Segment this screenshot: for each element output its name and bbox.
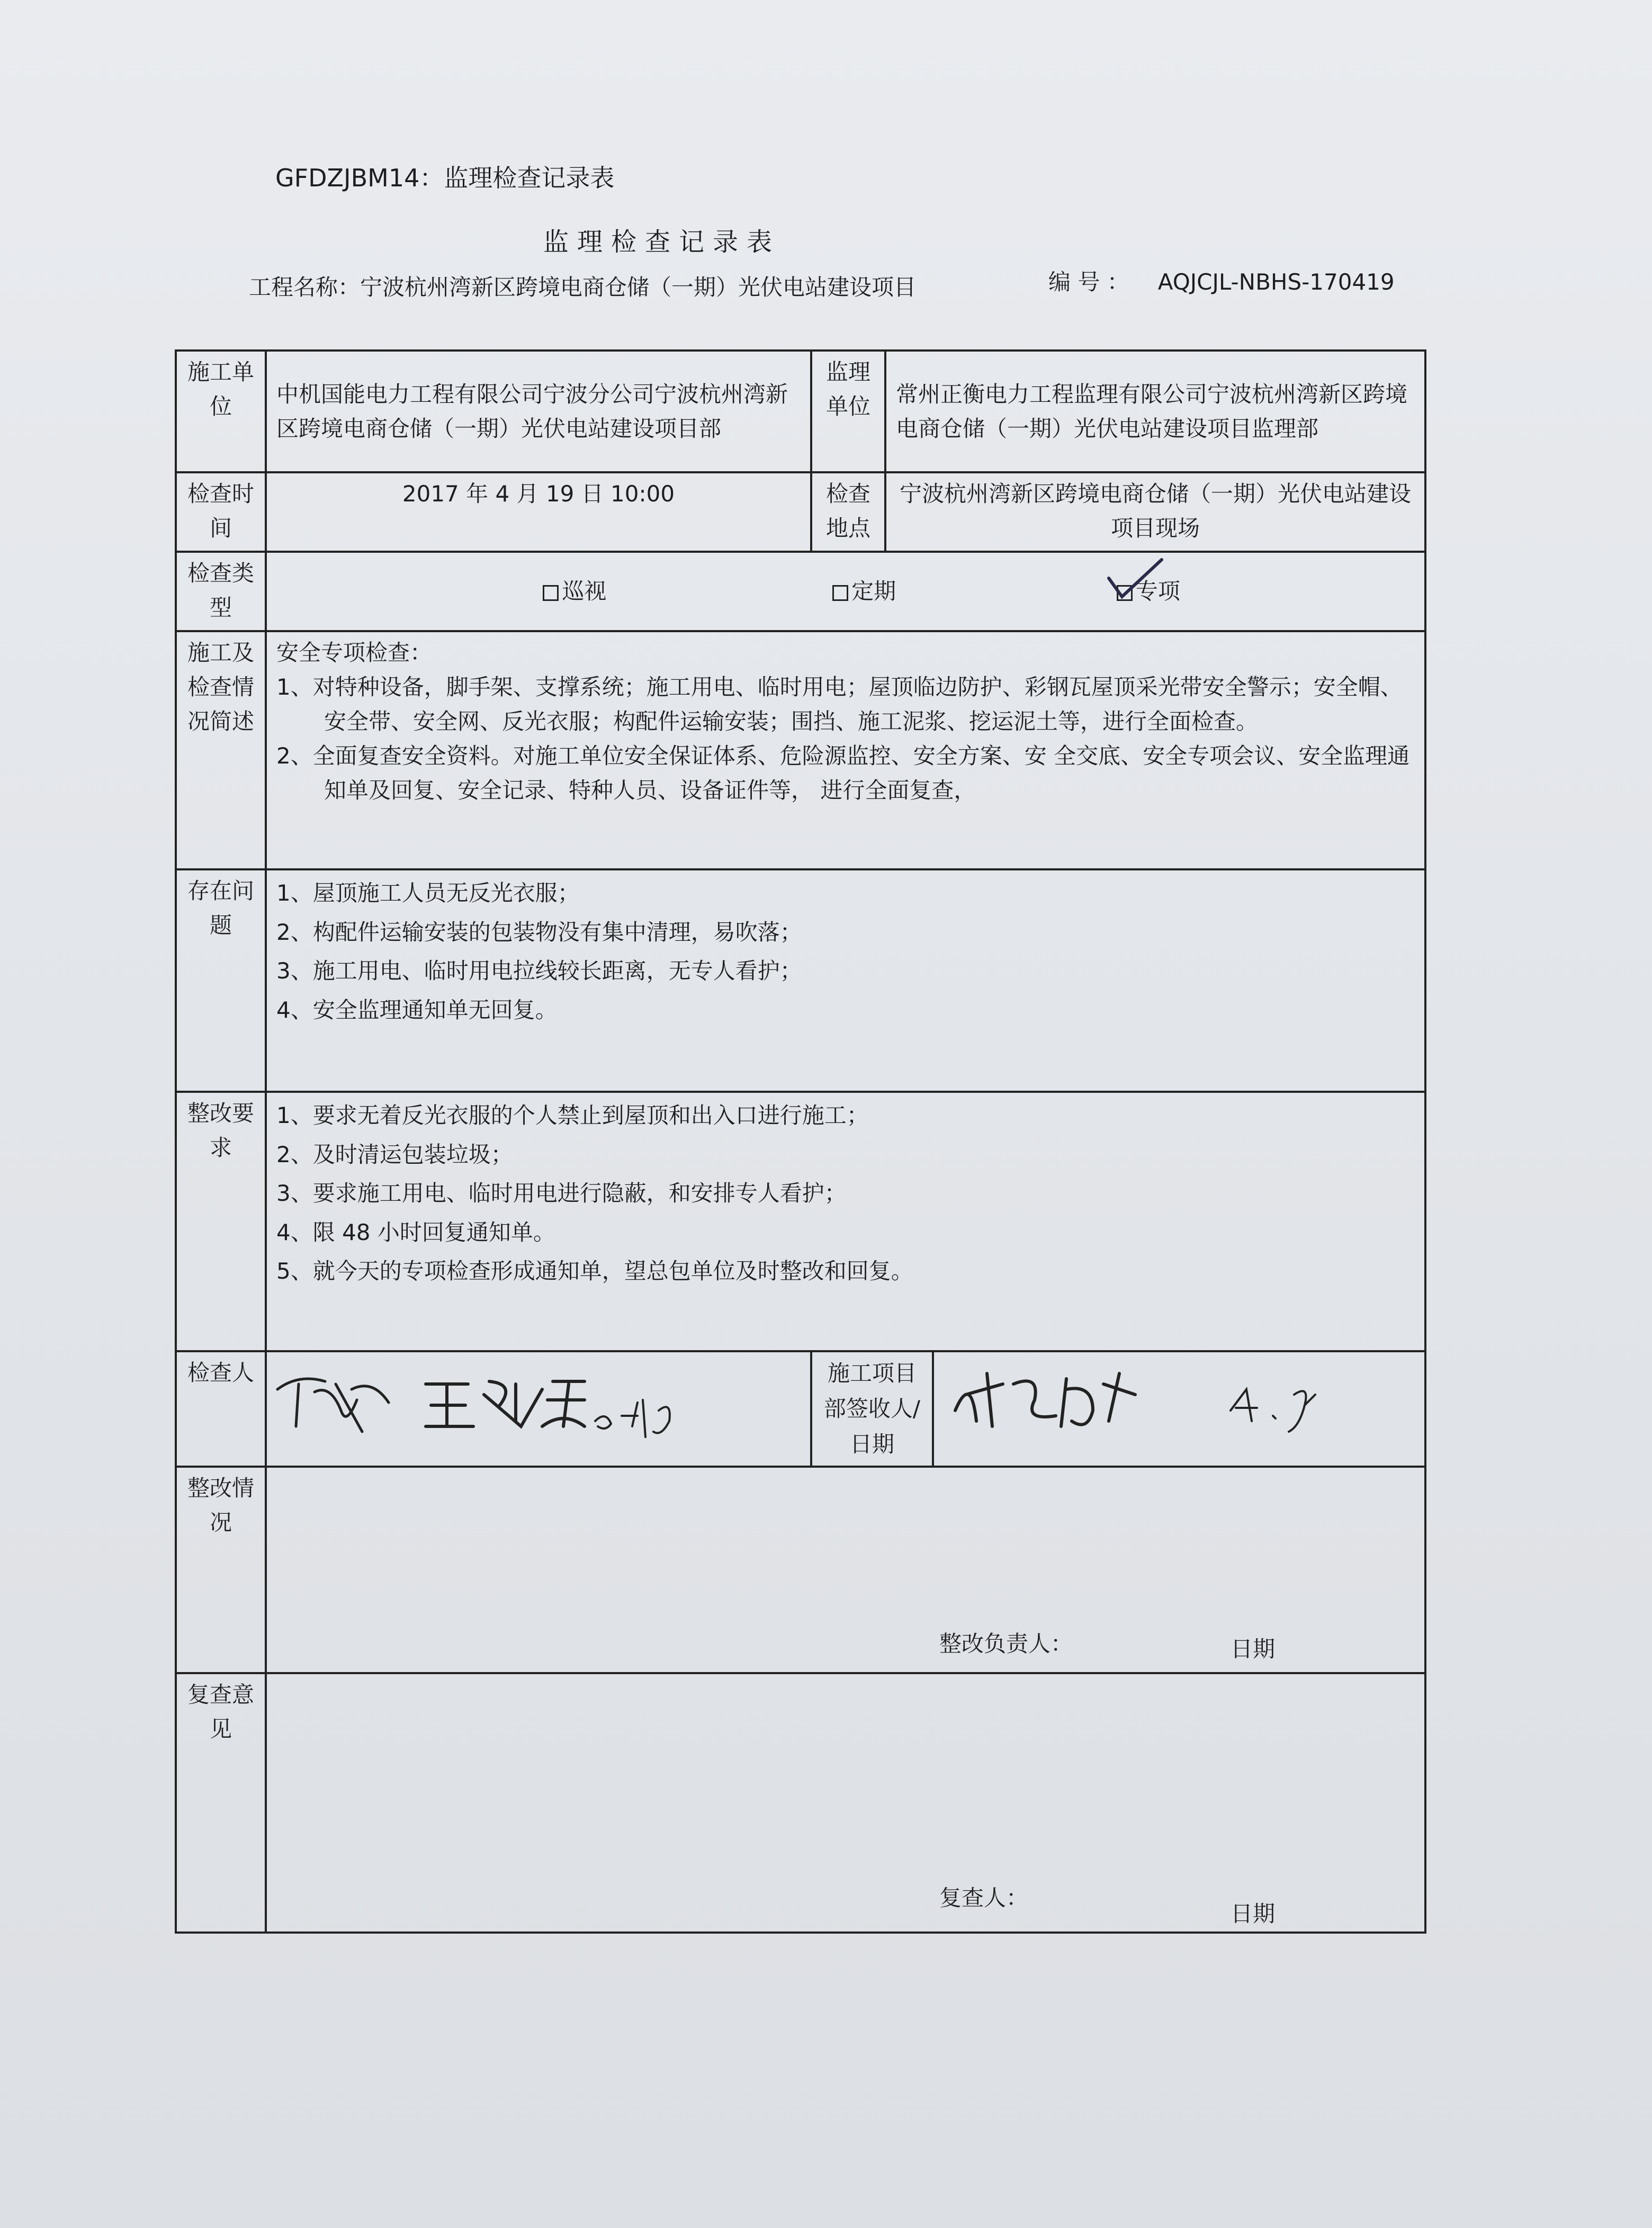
type-option-special[interactable]: 专项 — [1117, 578, 1180, 604]
requirement-item: 4、限 48 小时回复通知单。 — [276, 1219, 555, 1245]
rectification-content — [266, 1467, 1425, 1673]
requirement-item: 5、就今天的专项检查形成通知单，望总包单位及时整改和回复。 — [276, 1258, 913, 1284]
requirements-label: 整改要求 — [176, 1092, 266, 1351]
number-label: 编 号 ： — [1048, 269, 1129, 295]
row-requirements — [176, 1092, 1425, 1351]
inspector-signature — [267, 1352, 690, 1442]
requirement-item: 3、要求施工用电、临时用电进行隐蔽，和安排专人看护； — [276, 1180, 847, 1206]
type-option-regular[interactable]: 定期 — [832, 578, 896, 604]
location-value: 宁波杭州湾新区跨境电商仓储（一期）光伏电站建设项目现场 — [885, 472, 1425, 552]
situation-item: 2、全面复查安全资料。对施工单位安全保证体系、危险源监控、安全方案、安 全交底、安全专项会议、安全监理通知单及回复、安全记录、特种人员、设备证件等， 进行全面复查， — [276, 743, 1410, 804]
row-review — [176, 1673, 1425, 1933]
requirement-item: 2、及时清运包装垃圾； — [276, 1141, 513, 1167]
number-value: AQJCJL-NBHS-170419 — [1157, 269, 1395, 295]
row-situation — [176, 631, 1425, 869]
row-units — [176, 351, 1425, 472]
review-date: 日期 — [1231, 1901, 1276, 1927]
row-type — [176, 552, 1425, 631]
problem-item: 3、施工用电、临时用电拉线较长距离，无专人看护； — [276, 958, 802, 984]
situation-item: 1、对特种设备，脚手架、支撑系统；施工用电、临时用电；屋顶临边防护、彩钢瓦屋顶采光带安全警示；安全帽、安全带、安全网、反光衣服；构配件运输安装；围挡、施工泥浆、挖运泥土等，进行全面检查。 — [276, 674, 1403, 735]
problem-item: 2、构配件运输安装的包装物没有集中清理，易吹落； — [276, 919, 802, 945]
review-person: 复查人： — [939, 1885, 1029, 1911]
problems-label: 存在问题 — [176, 869, 266, 1092]
situation-content — [266, 631, 1425, 869]
row-time — [176, 472, 1425, 552]
contractor-value: 中机国能电力工程有限公司宁波分公司宁波杭州湾新区跨境电商仓储（一期）光伏电站建设项目部 — [266, 351, 811, 472]
row-problems — [176, 869, 1425, 1092]
contractor-label: 施工单位 — [176, 351, 266, 472]
problem-item: 4、安全监理通知单无回复。 — [276, 996, 558, 1023]
review-content — [266, 1673, 1425, 1933]
number-line — [1048, 265, 1407, 297]
type-label: 检查类型 — [176, 552, 266, 631]
inspection-table — [175, 349, 1426, 1934]
supervisor-label: 监理单位 — [811, 351, 885, 472]
checkmark-icon — [1106, 557, 1164, 605]
row-signatures — [176, 1351, 1425, 1467]
requirements-content — [266, 1092, 1425, 1351]
problems-content — [266, 869, 1425, 1092]
time-value: 2017 年 4 月 19 日 10:00 — [266, 472, 811, 552]
project-line — [249, 270, 916, 302]
project-label: 工程名称： — [249, 274, 361, 300]
problem-item: 1、屋顶施工人员无反光衣服； — [276, 880, 580, 906]
receiver-label: 施工项目部签收人/日期 — [811, 1351, 933, 1467]
document-title: 监理检查记录表 — [543, 227, 780, 257]
situation-label: 施工及检查情况简述 — [176, 631, 266, 869]
review-label: 复查意见 — [176, 1673, 266, 1933]
inspector-signature-cell — [266, 1351, 811, 1467]
project-name: 宁波杭州湾新区跨境电商仓储（一期）光伏电站建设项目 — [360, 274, 917, 300]
row-rectification — [176, 1467, 1425, 1673]
type-option-patrol[interactable]: 巡视 — [543, 578, 606, 604]
rectification-label: 整改情况 — [176, 1467, 266, 1673]
receiver-signature-cell — [933, 1351, 1425, 1467]
requirement-item: 1、要求无着反光衣服的个人禁止到屋顶和出入口进行施工； — [276, 1102, 869, 1128]
situation-intro: 安全专项检查： — [276, 640, 433, 666]
receiver-signature — [934, 1352, 1411, 1442]
inspector-label: 检查人 — [176, 1351, 266, 1467]
type-options — [266, 552, 1425, 631]
supervisor-value: 常州正衡电力工程监理有限公司宁波杭州湾新区跨境电商仓储（一期）光伏电站建设项目监理部 — [885, 351, 1425, 472]
checkbox-icon — [832, 585, 848, 601]
rectification-person: 整改负责人： — [939, 1631, 1073, 1657]
form-code: GFDZJBM14：监理检查记录表 — [275, 164, 615, 192]
location-label: 检查地点 — [811, 472, 885, 552]
time-label: 检查时间 — [176, 472, 266, 552]
checkbox-icon — [543, 585, 559, 601]
rectification-date: 日期 — [1231, 1636, 1276, 1663]
